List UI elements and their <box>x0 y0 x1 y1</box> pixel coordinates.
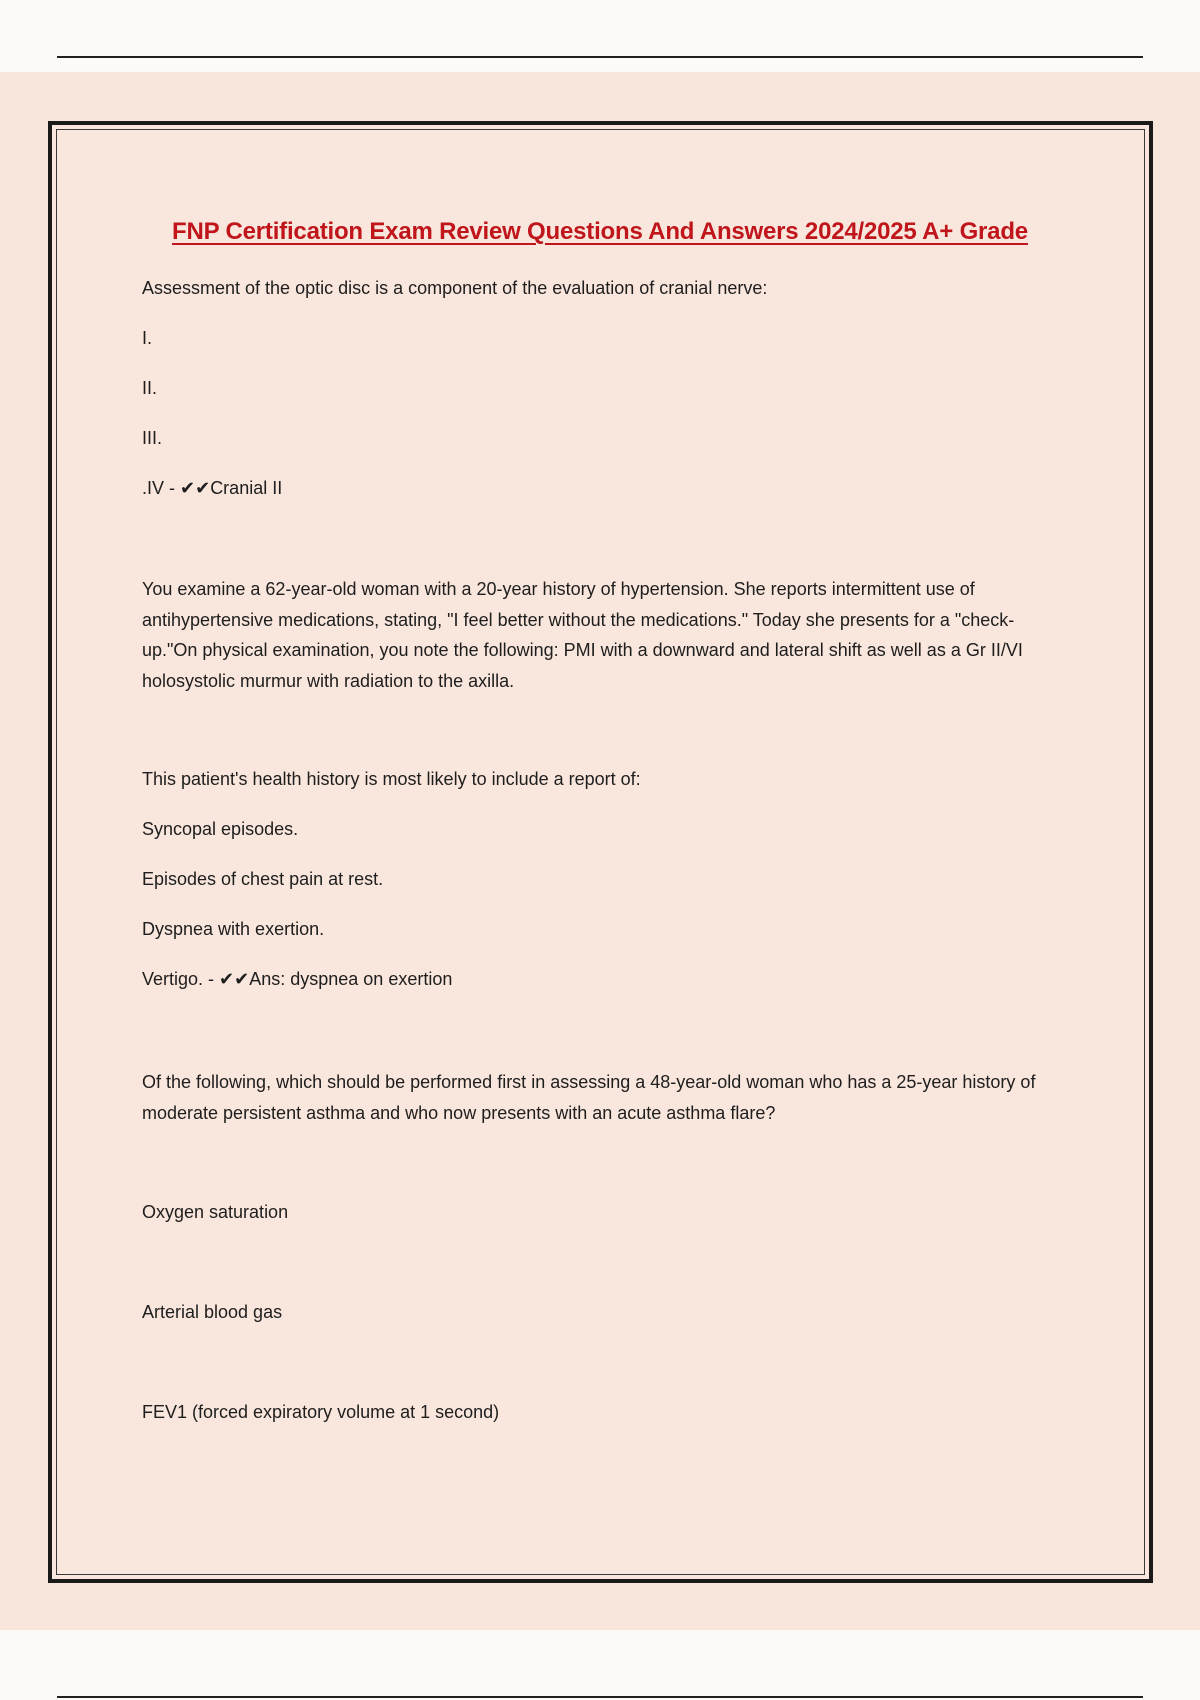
q3-option-1: Oxygen saturation <box>142 1202 289 1222</box>
footer-rule <box>57 1696 1143 1698</box>
content-frame <box>48 121 1153 1583</box>
q3-option-2: Arterial blood gas <box>142 1302 283 1322</box>
q3-option-3: FEV1 (forced expiratory volume at 1 second) <box>142 1402 500 1422</box>
check-icon: ✔✔ <box>180 478 211 498</box>
header-rule <box>57 56 1143 58</box>
q1-question: Assessment of the optic disc is a component of the evaluation of cranial nerve: <box>142 278 768 298</box>
q1-option-1: I. <box>142 328 153 348</box>
q2-option-3: Dyspnea with exertion. <box>142 919 325 939</box>
q2-option-1: Syncopal episodes. <box>142 819 299 839</box>
q1-option-4-with-answer <box>142 473 282 503</box>
q1-option-3: III. <box>142 428 163 448</box>
q2-option-2: Episodes of chest pain at rest. <box>142 869 384 889</box>
document-title: FNP Certification Exam Review Questions And Answers 2024/2025 A+ Grade <box>172 218 1028 245</box>
q2-answer: Ans: dyspnea on exertion <box>249 969 453 989</box>
q2-stem: You examine a 62-year-old woman with a 20-year history of hypertension. She reports intermittent use of antihypertensive medications, stating, "I feel better without the medications." Today she presents for a "check-up."On physical examination, you note the following: PMI with a downward and lateral shift as well as a Gr II/VI holosystolic murmur with radiation to the axilla. <box>142 579 1023 691</box>
q1-option-4: .IV - <box>142 478 181 498</box>
q2-option-4-with-answer <box>142 964 452 994</box>
check-icon: ✔✔ <box>219 969 250 989</box>
q2-option-4: Vertigo. - <box>142 969 220 989</box>
q1-answer: Cranial II <box>210 478 283 498</box>
content-frame-inner-border <box>56 129 1145 1575</box>
q3-question: Of the following, which should be performed first in assessing a 48-year-old woman who has a 25-year history of moderate persistent asthma and who now presents with an acute asthma flare? <box>142 1072 1036 1123</box>
q1-option-2: II. <box>142 378 158 398</box>
q2-question: This patient's health history is most likely to include a report of: <box>142 769 641 789</box>
